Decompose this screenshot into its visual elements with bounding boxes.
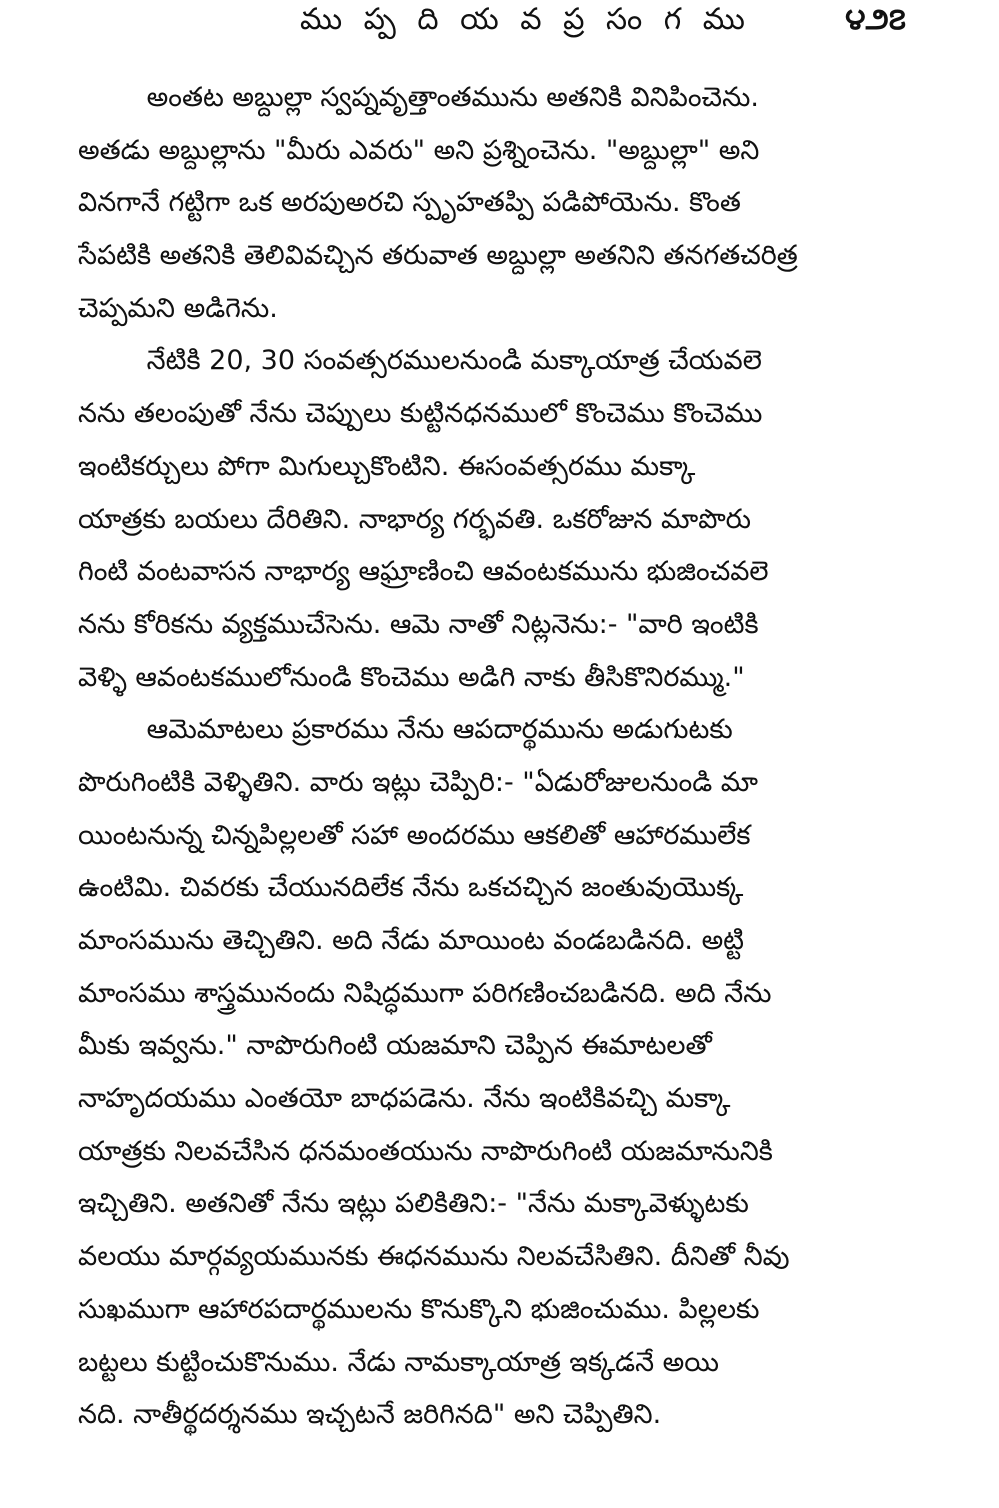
text-line: సేపటికి అతనికి తెలివివచ్చిన తరువాత అబ్దుల్లా అతనిని తనగతచరిత్ర: [78, 240, 798, 272]
text-line: యాత్రకు బయలు దేరితిని. నాభార్య గర్భవతి. ఒకరోజున మాపొరు: [78, 503, 752, 535]
text-line: నది. నాతీర్థదర్శనము ఇచ్చటనే జరిగినది" అని చెప్పితిని.: [78, 1399, 662, 1431]
page-number: ౪౨౭: [845, 2, 906, 37]
text-line: యింటనున్న చిన్నపిల్లలతో సహా అందరము ఆకలితో ఆహారములేక: [78, 819, 751, 851]
text-line: వెళ్ళి ఆవంటకములోనుండి కొంచెము అడిగి నాకు తీసికొనిరమ్ము.": [78, 661, 745, 693]
page-header: [0, 2, 999, 42]
text-line: గింటి వంటవాసన నాభార్య ఆఘ్రాణించి ఆవంటకమును భుజించవలె: [78, 556, 769, 588]
text-line: వినగానే గట్టిగా ఒక అరపుఅరచి స్పృహతప్పి పడిపోయెను. కొంత: [78, 187, 741, 219]
text-line: అంతట అబ్దుల్లా స్వప్నవృత్తాంతమును అతనికి వినిపించెను.: [78, 82, 759, 113]
text-line: నను తలంపుతో నేను చెప్పులు కుట్టినధనములో కొంచెము కొంచెము: [78, 398, 763, 430]
text-line: ఇచ్చితిని. అతనితో నేను ఇట్లు పలికితిని:- "నేను మక్కావెళ్ళుటకు: [78, 1188, 749, 1220]
text-line: ఆమెమాటలు ప్రకారము నేను ఆపదార్థమును అడుగుటకు: [78, 714, 733, 746]
body-text: [78, 72, 930, 1442]
text-line: మాంసమును తెచ్చితిని. అది నేడు మాయింట వండబడినది. అట్టి: [78, 925, 745, 956]
text-line: నాహృదయము ఎంతయో బాధపడెను. నేను ఇంటికివచ్చి మక్కా: [78, 1083, 731, 1115]
text-line: మీకు ఇవ్వను." నాపొరుగింటి యజమాని చెప్పిన ఈమాటలతో: [78, 1030, 712, 1062]
text-line: పొరుగింటికి వెళ్ళితిని. వారు ఇట్లు చెప్పిరి:- "ఏడురోజులనుండి మా: [78, 766, 758, 798]
text-line: ఉంటిమి. చివరకు చేయునదిలేక నేను ఒకచచ్చిన జంతువుయొక్క: [78, 872, 744, 904]
text-line: నేటికి 20, 30 సంవత్సరములనుండి మక్కాయాత్ర చేయవలె: [78, 345, 762, 377]
text-line: వలయు మార్గవ్యయమునకు ఈధనమును నిలవచేసితిని. దీనితో నీవు: [78, 1241, 790, 1273]
text-line: అతడు అబ్దుల్లాను "మీరు ఎవరు" అని ప్రశ్నించెను. "అబ్దుల్లా" అని: [78, 134, 760, 166]
text-line: నను కోరికను వ్యక్తముచేసెను. ఆమె నాతో నిట్లనెను:- "వారి ఇంటికి: [78, 608, 759, 640]
text-line: చెప్పమని అడిగెను.: [78, 292, 278, 324]
text-line: యాత్రకు నిలవచేసిన ధనమంతయును నాపొరుగింటి యజమానునికి: [78, 1135, 773, 1167]
text-line: ఇంటికర్చులు పోగా మిగుల్చుకొంటిని. ఈసంవత్సరము మక్కా: [78, 450, 696, 482]
text-line: బట్టలు కుట్టించుకొనుము. నేడు నామక్కాయాత్ర ఇక్కడనే అయి: [78, 1346, 719, 1378]
text-line: మాంసము శాస్త్రమునందు నిషిద్ధముగా పరిగణించబడినది. అది నేను: [78, 977, 772, 1009]
text-line: సుఖముగా ఆహారపదార్థములను కొనుక్కొని భుజించుము. పిల్లలకు: [78, 1293, 760, 1325]
running-title: ము ప్ప ది య వ ప్ర సం గ ము: [300, 2, 751, 37]
